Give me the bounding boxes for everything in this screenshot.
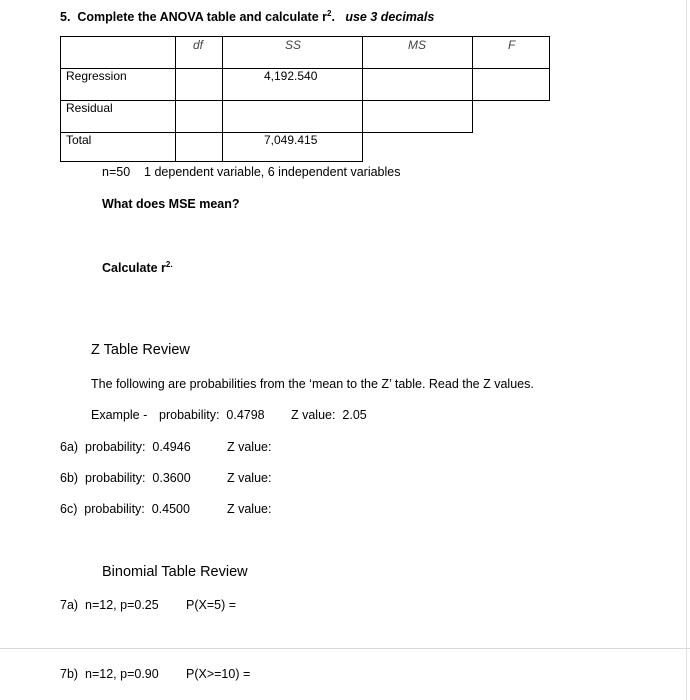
regression-f-cell[interactable]	[472, 68, 550, 101]
residual-df-cell[interactable]	[175, 100, 223, 133]
header-cell-empty	[60, 36, 176, 69]
example-probability: probability: 0.4798	[159, 408, 265, 422]
total-df-cell[interactable]	[175, 132, 223, 162]
regression-df-cell[interactable]	[175, 68, 223, 101]
header-ss: SS	[285, 38, 302, 52]
decimals-note: use 3 decimals	[345, 10, 435, 24]
item-6b-z-value[interactable]: Z value:	[227, 471, 272, 485]
example-label: Example -	[91, 408, 148, 422]
item-7b-params: 7b) n=12, p=0.90	[60, 667, 159, 681]
row-label-regression: Regression	[66, 69, 127, 83]
item-7a-params: 7a) n=12, p=0.25	[60, 598, 159, 612]
item-7b-expression[interactable]: P(X>=10) =	[186, 667, 251, 681]
question-5-title	[60, 10, 434, 24]
z-review-heading: Z Table Review	[91, 342, 190, 358]
row-label-total: Total	[66, 133, 92, 147]
page-right-border	[686, 0, 687, 700]
regression-ss-value: 4,192.540	[264, 69, 318, 83]
calculate-r2	[102, 261, 173, 275]
total-ss-value: 7,049.415	[264, 133, 318, 147]
question-number: 5.	[60, 10, 71, 24]
item-7a-expression[interactable]: P(X=5) =	[186, 598, 237, 612]
header-df: df	[193, 38, 204, 52]
header-ms: MS	[408, 38, 426, 52]
item-6a-probability: 6a) probability: 0.4946	[60, 440, 191, 454]
calculate-r2-superscript: 2.	[165, 259, 173, 269]
header-f: F	[508, 38, 516, 52]
residual-ms-cell[interactable]	[362, 100, 473, 133]
sample-info: n=50 1 dependent variable, 6 independent variables	[102, 165, 401, 179]
example-z-value: Z value: 2.05	[291, 408, 367, 422]
item-6b-probability: 6b) probability: 0.3600	[60, 471, 191, 485]
row-label-residual: Residual	[66, 101, 113, 115]
item-6c-z-value[interactable]: Z value:	[227, 502, 272, 516]
title-period: .	[331, 10, 335, 24]
question-text: Complete the ANOVA table and calculate r	[77, 10, 327, 24]
item-6a-z-value[interactable]: Z value:	[227, 440, 272, 454]
title-superscript: 2	[326, 8, 332, 18]
page-break-line	[0, 648, 690, 649]
mse-question: What does MSE mean?	[102, 197, 240, 211]
residual-ss-cell[interactable]	[222, 100, 363, 133]
binomial-review-heading: Binomial Table Review	[102, 564, 248, 580]
regression-ms-cell[interactable]	[362, 68, 473, 101]
calculate-r2-text: Calculate r	[102, 261, 166, 275]
z-review-intro: The following are probabilities from the ‘mean to the Z’ table. Read the Z values.	[91, 377, 534, 391]
item-6c-probability: 6c) probability: 0.4500	[60, 502, 190, 516]
